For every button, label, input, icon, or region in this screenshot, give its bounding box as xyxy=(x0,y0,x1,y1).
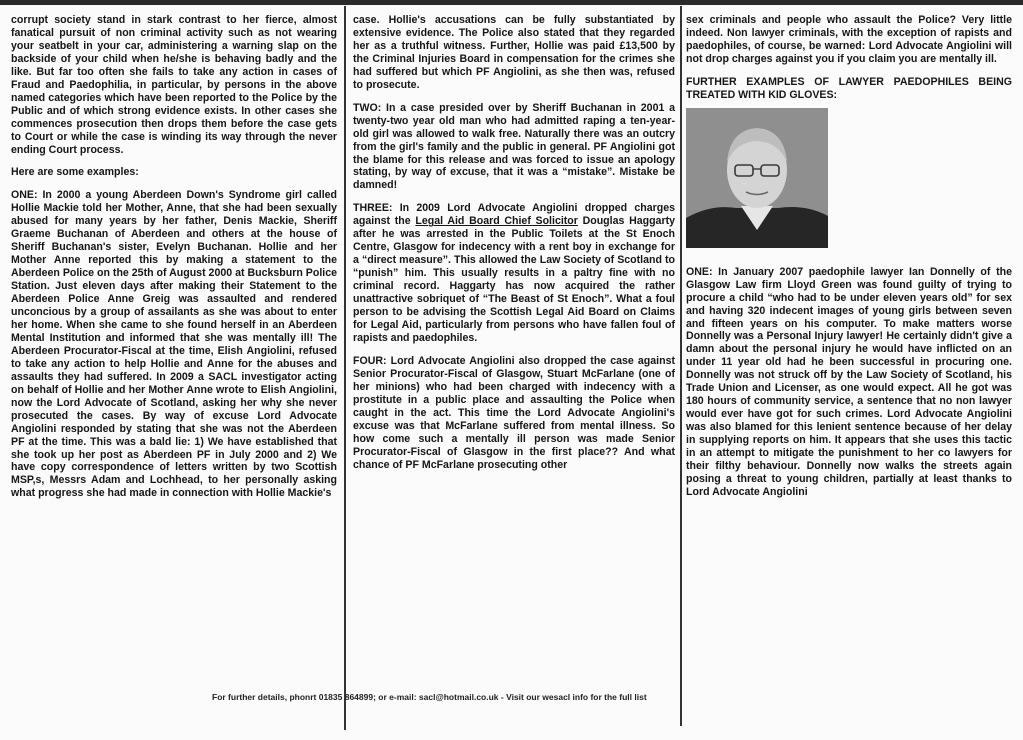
col2-paragraph-four: FOUR: Lord Advocate Angiolini also dropped the case against Senior Procurator-Fiscal of Glasgow, Stuart McFarlane (one of her minions) who had been charged with indecency with a prostitute in a public place and assaulting the Police when caught in the act. This time the Lord Advocate Angiolini's excuse was that McFarlane suffered from mental illness. So how come such a mentally ill person was made Senior Procurator-Fiscal of Glasgow in the first place?? And what chance of PF McFarlane prosecuting other xyxy=(353,354,675,471)
col3-paragraph-one: ONE: In January 2007 paedophile lawyer Ian Donnelly of the Glasgow Law firm Lloyd Green was found guilty of trying to procure a child “who had to be under eleven years old” for sex and having 320 indecent images of young girls between seven and fifteen years on his computer. To make matters worse Donnelly was a Personal Injury lawyer! He certainly didn't give a damn about the personal injury he would have inflicted on an under 11 year old had he been successful in procuring one. Donnelly was not struck off by the Law Society of Scotland, his Trade Union and Licenser, as one would expect. All he got was 180 hours of community service, a sentence that no non lawyer would ever have got for such crimes. Lord Advocate Angiolini was also blamed for this lenient sentence because of her delay in supplying reports on him. It appears that she uses this tactic in an attempt to mitigate the punishment to her co lawyers for their filthy behaviour. Donnelly now walks the streets again posing a threat to young children, partially at least thanks to Lord Advocate Angiolini xyxy=(686,265,1012,498)
col2-three-text-b: Douglas Haggarty after he was arrested in the Public Toilets at the St Enoch Centre, Glasgow for indecency with a rent boy in exchange for a “direct measure”. This allowed the Law Society of Scotland to “punish” him. This usually results in a paltry fine with no criminal record. Haggarty has now acquired the rather unattractive sobriquet of “The Beast of St Enoch”. What a foul person to be advising the Scottish Legal Aid Board on Claims for Legal Aid, particularly from persons who have fallen foul of rapists and paedophiles. xyxy=(353,215,675,344)
col1-examples-heading: Here are some examples: xyxy=(11,166,139,179)
legal-aid-board-link[interactable]: Legal Aid Board Chief Solicitor xyxy=(415,215,578,228)
column-separator-1 xyxy=(344,6,346,730)
col3-section-heading: FURTHER EXAMPLES OF LAWYER PAEDOPHILES BEING TREATED WITH KID GLOVES: xyxy=(686,75,1012,101)
portrait-illustration xyxy=(686,108,828,248)
portrait-photo xyxy=(686,108,828,248)
top-border xyxy=(0,0,1023,5)
col1-paragraph-one: ONE: In 2000 a young Aberdeen Down's Syndrome girl called Hollie Mackie told her Mother, Anne, that she had been sexually abused for many years by her father, Denis Mackie, Sheriff Graeme Buchanan of Aberdeen and others at the house of Sheriff Buchanan's sister, Evelyn Buchanan. Hollie and her Mother Anne reported this by making a statement to the Aberdeen Police on the 25th of August 2000 at Bucksburn Police Station. Just eleven days after making their Statement to the Aberdeen Police Anne Greig was assaulted and rendered unconcious by a group of assailants as she was about to enter her home. When she came to she found herself in an Aberdeen Mental Institution and informed that she was mentally ill! The Aberdeen Procurator-Fiscal at the time, Elish Angiolini, refused to take any action to help Hollie and Anne for the abuses and assaults they had suffered. In 2009 a SACL investigator acting on behalf of Hollie and her Mother Anne wrote to Elish Angiolini, now the Lord Advocate of Scotland, asking her why she never prosecuted the cases. By way of excuse Lord Advocate Angiolini responded by stating that she was not the Aberdeen PF at the time. This was a bald lie: 1) We have established that she took up her post as Aberdeen PF in July 2000 and 2) We have copy correspondence of letters written by two Scottish MSP,s, Messrs Adam and Lochhead, to her personally asking what progress she had made in connection with Hollie Mackie's xyxy=(11,189,337,500)
column-separator-2 xyxy=(680,6,682,726)
col3-paragraph-intro: sex criminals and people who assault the Police? Very little indeed. Non lawyer criminals, with the exception of rapists and paedophiles, of course, be warned: Lord Advocate Angiolini will not drop charges against you if you claim you are mentally ill. xyxy=(686,14,1012,65)
col2-paragraph-three xyxy=(353,202,675,344)
column-1 xyxy=(11,14,337,510)
col2-paragraph-case: case. Hollie's accusations can be fully substantiated by extensive evidence. The Police also stated that they regarded her as a truthful witness. Further, Hollie was paid £13,500 by the Criminal Injuries Board in compensation for the crimes she had suffered but which PF Angiolini, as she then was, refused to prosecute. xyxy=(353,14,675,91)
col2-paragraph-two: TWO: In a case presided over by Sheriff Buchanan in 2001 a twenty-two year old man who had admitted raping a ten-year-old girl was allowed to walk free. Naturally there was an outcry from the girl's family and the public in general. PF Angiolini got the blame for this release and was forced to issue an apology stating, by way of excuse, that it was a “mistake”. Mistake be damned! xyxy=(353,101,675,192)
col2-three-text-a: THREE: In 2009 Lord Advocate Angiolini dropped charges against the xyxy=(353,202,675,228)
col1-paragraph-intro: corrupt society stand in stark contrast to her fierce, almost fanatical pursuit of non criminal activity such as not wearing your seatbelt in your car, administering a warning slap on the backside of your child when he/she is behaving badly and the like. But far too often she fails to take any action in cases of Fraud and Paedophilia, in particular, by persons in the above named categories which have been reported to the Police by the Public and of which strong evidence exists. In other cases she commences prosecution then drops them before the case gets to Court or while the case is winding its way through the never ending Court process. xyxy=(11,14,337,156)
column-2 xyxy=(353,14,675,481)
column-3 xyxy=(686,14,1012,509)
footer-contact: For further details, phonrt 01835 864899; or e-mail: sacl@hotmail.co.uk - Visit our wesacl info for the full list xyxy=(212,692,647,702)
